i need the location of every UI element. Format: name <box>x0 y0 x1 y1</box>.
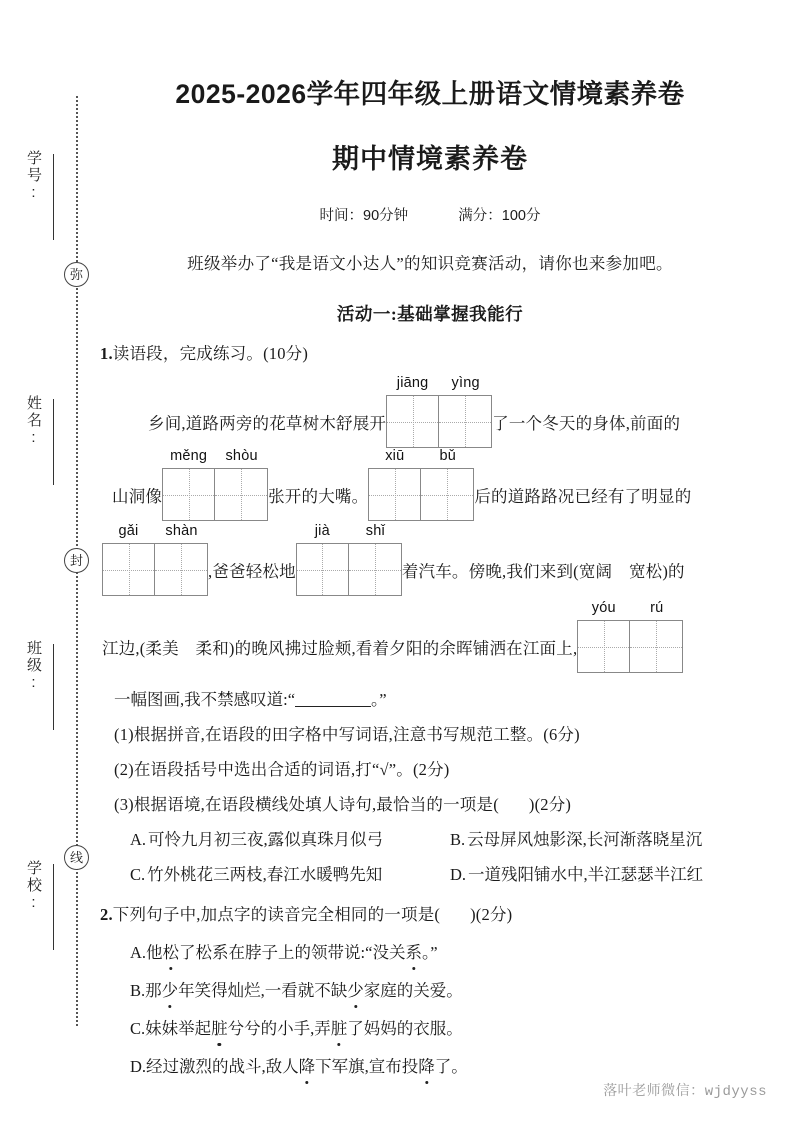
tianzige-jiangying[interactable] <box>386 375 492 448</box>
pinyin-hint <box>162 448 268 464</box>
subquestion-3-tail: )(2分) <box>528 795 572 814</box>
watermark-label: 落叶老师微信： <box>603 1082 705 1098</box>
seal-char-xian: 线 <box>64 845 89 870</box>
option-text: 妹妹举起脏兮兮的小手,弄脏了妈妈的衣服。 <box>145 1019 463 1038</box>
watermark <box>603 1080 767 1100</box>
exam-sheet <box>100 0 760 1122</box>
pinyin-syllable: shòu <box>225 448 258 464</box>
option-label: A. <box>130 830 147 849</box>
subquestion-2: (2)在语段括号中选出合适的词语,打“√”。(2分) <box>114 760 450 779</box>
field-name[interactable] <box>25 395 54 485</box>
question2-stem-tail: )(2分) <box>470 905 513 924</box>
tianzige-xiubu[interactable] <box>368 448 474 521</box>
field-label: 班级: <box>25 640 42 693</box>
pinyin-hint <box>386 375 492 391</box>
field-label: 学号: <box>25 150 42 203</box>
quote-prefix: 一幅图画,我不禁感叹道:“ <box>114 690 296 709</box>
pinyin-syllable: yóu <box>591 600 616 616</box>
option-d[interactable] <box>450 861 703 885</box>
field-label: 学校: <box>25 860 42 913</box>
seal-char-feng: 封 <box>64 548 89 573</box>
pinyin-syllable: rú <box>650 600 664 616</box>
pinyin-syllable: shǐ <box>365 523 385 539</box>
pinyin-syllable: jià <box>314 523 330 539</box>
passage-row-2 <box>100 448 760 521</box>
option-text: 云母屏风烛影深,长河渐落晓星沉 <box>467 830 703 849</box>
emphasis-dot-char: 松 <box>163 939 180 963</box>
pinyin-hint <box>368 448 474 464</box>
passage-row-1 <box>100 375 760 448</box>
exam-meta <box>100 204 760 225</box>
field-label: 姓名: <box>25 395 42 448</box>
field-student-number[interactable] <box>25 150 54 240</box>
subquestion-3 <box>100 791 760 815</box>
intro-text: 班级举办了“我是语文小达人”的知识竞赛活动，请你也来参加吧。 <box>187 254 673 273</box>
grid-cell[interactable] <box>162 468 215 521</box>
seal-char-mi: 弥 <box>64 262 89 287</box>
question2-options <box>100 939 760 1077</box>
option-text: 一道残阳铺水中,半江瑟瑟半江红 <box>468 865 704 884</box>
option-label: B. <box>130 981 146 1000</box>
option-c[interactable] <box>130 1015 760 1039</box>
option-text: 竹外桃花三两枝,春江水暖鸭先知 <box>147 865 383 884</box>
passage-text: ,爸爸轻松地 <box>208 562 296 581</box>
pinyin-syllable: gǎi <box>118 523 139 539</box>
tianzige-gaishan[interactable] <box>102 523 208 596</box>
question1-head <box>100 340 760 364</box>
passage-row-3 <box>100 523 760 596</box>
question1-stem: 读语段，完成练习。(10分) <box>112 344 309 363</box>
emphasis-dot-char: 脏 <box>211 1015 228 1039</box>
time-label: 时间：90分钟 <box>319 208 409 224</box>
option-text: 可怜九月初三夜,露似真珠月似弓 <box>148 830 384 849</box>
pinyin-syllable: yìng <box>451 375 480 391</box>
pinyin-syllable: bǔ <box>439 448 457 464</box>
passage-text: 后的道路路况已经有了明显的 <box>474 487 692 506</box>
grid-cell[interactable] <box>296 543 349 596</box>
option-d[interactable] <box>130 1053 760 1077</box>
passage-text: 着汽车。傍晚,我们来到(宽阔 宽松)的 <box>401 562 685 581</box>
grid-cell[interactable] <box>386 395 439 448</box>
emphasis-dot-char: 降 <box>418 1053 435 1077</box>
question1-number: 1. <box>100 344 113 363</box>
grid-cell[interactable] <box>349 543 402 596</box>
page-title: 2025-2026学年四年级上册语文情境素养卷 <box>175 79 685 109</box>
grid-cell[interactable] <box>439 395 492 448</box>
passage-text: 了一个冬天的身体,前面的 <box>492 414 681 433</box>
option-b[interactable] <box>450 826 702 850</box>
grid-cell[interactable] <box>630 620 683 673</box>
tianzige-jiashi[interactable] <box>296 523 402 596</box>
option-row <box>130 861 760 885</box>
grid-cell[interactable] <box>421 468 474 521</box>
option-row <box>130 826 760 850</box>
subquestion-1: (1)根据拼音,在语段的田字格中写词语,注意书写规范工整。(6分) <box>114 725 580 744</box>
passage-text: 江边,(柔美 柔和)的晚风拂过脸颊,看着夕阳的余晖铺洒在江面上, <box>102 639 578 658</box>
question2-number: 2. <box>100 905 113 924</box>
pinyin-syllable: shàn <box>165 523 198 539</box>
pinyin-syllable: jiāng <box>396 375 429 391</box>
passage-quote-line <box>100 686 760 710</box>
option-text: 那少年笑得灿烂,一看就不缺少家庭的关爱。 <box>145 981 463 1000</box>
subquestion-3-text: (3)根据语境,在语段横线处填人诗句,最恰当的一项是( <box>114 795 499 814</box>
option-a[interactable] <box>130 939 760 963</box>
field-school[interactable] <box>25 860 54 950</box>
field-rule <box>53 864 54 950</box>
field-rule <box>53 644 54 730</box>
pinyin-hint <box>577 600 683 616</box>
activity-heading: 活动一:基础掌握我能行 <box>336 304 524 324</box>
question2-stem: 下列句子中,加点字的读音完全相同的一项是( <box>112 905 441 924</box>
pinyin-hint <box>296 523 402 539</box>
answer-blank[interactable] <box>295 693 371 707</box>
option-label: B. <box>450 830 466 849</box>
quote-suffix: 。” <box>371 690 387 709</box>
passage-row-4 <box>100 600 760 673</box>
option-label: A. <box>130 943 147 962</box>
grid-cell[interactable] <box>577 620 630 673</box>
passage-text: 张开的大嘴。 <box>268 487 369 506</box>
question2-head <box>100 901 760 925</box>
option-c[interactable] <box>130 861 450 885</box>
option-b[interactable] <box>130 977 760 1001</box>
option-label: D. <box>130 1057 147 1076</box>
field-class[interactable] <box>25 640 54 730</box>
grid-cell[interactable] <box>215 468 268 521</box>
option-text: 经过激烈的战斗,敌人降下军旗,宣布投降了。 <box>146 1057 468 1076</box>
emphasis-dot-char: 少 <box>162 977 179 1001</box>
pinyin-syllable: xiū <box>385 448 405 464</box>
option-text: 他松了松系在脖子上的领带说:“没关系。” <box>146 943 438 962</box>
tianzige-mengshou[interactable] <box>162 448 268 521</box>
passage-text: 乡间,道路两旁的花草树木舒展开 <box>148 414 387 433</box>
tianzige-youru[interactable] <box>577 600 683 673</box>
pinyin-hint <box>102 523 208 539</box>
question1-options <box>100 826 760 885</box>
option-label: D. <box>450 865 467 884</box>
pinyin-syllable: měng <box>170 448 208 464</box>
sealing-margin <box>0 0 95 1122</box>
option-label: C. <box>130 865 146 884</box>
score-label: 满分：100分 <box>458 208 541 224</box>
option-label: C. <box>130 1019 146 1038</box>
emphasis-dot-char: 脏 <box>331 1015 348 1039</box>
grid-cell[interactable] <box>155 543 208 596</box>
page-subtitle: 期中情境素养卷 <box>332 144 528 174</box>
field-rule <box>53 154 54 240</box>
emphasis-dot-char: 降 <box>299 1053 316 1077</box>
grid-cell[interactable] <box>368 468 421 521</box>
emphasis-dot-char: 系 <box>405 939 422 963</box>
passage-text: 山洞像 <box>112 487 163 506</box>
field-rule <box>53 399 54 485</box>
emphasis-dot-char: 少 <box>347 977 364 1001</box>
watermark-id: wjdyyss <box>704 1084 767 1100</box>
option-a[interactable] <box>130 826 450 850</box>
grid-cell[interactable] <box>102 543 155 596</box>
